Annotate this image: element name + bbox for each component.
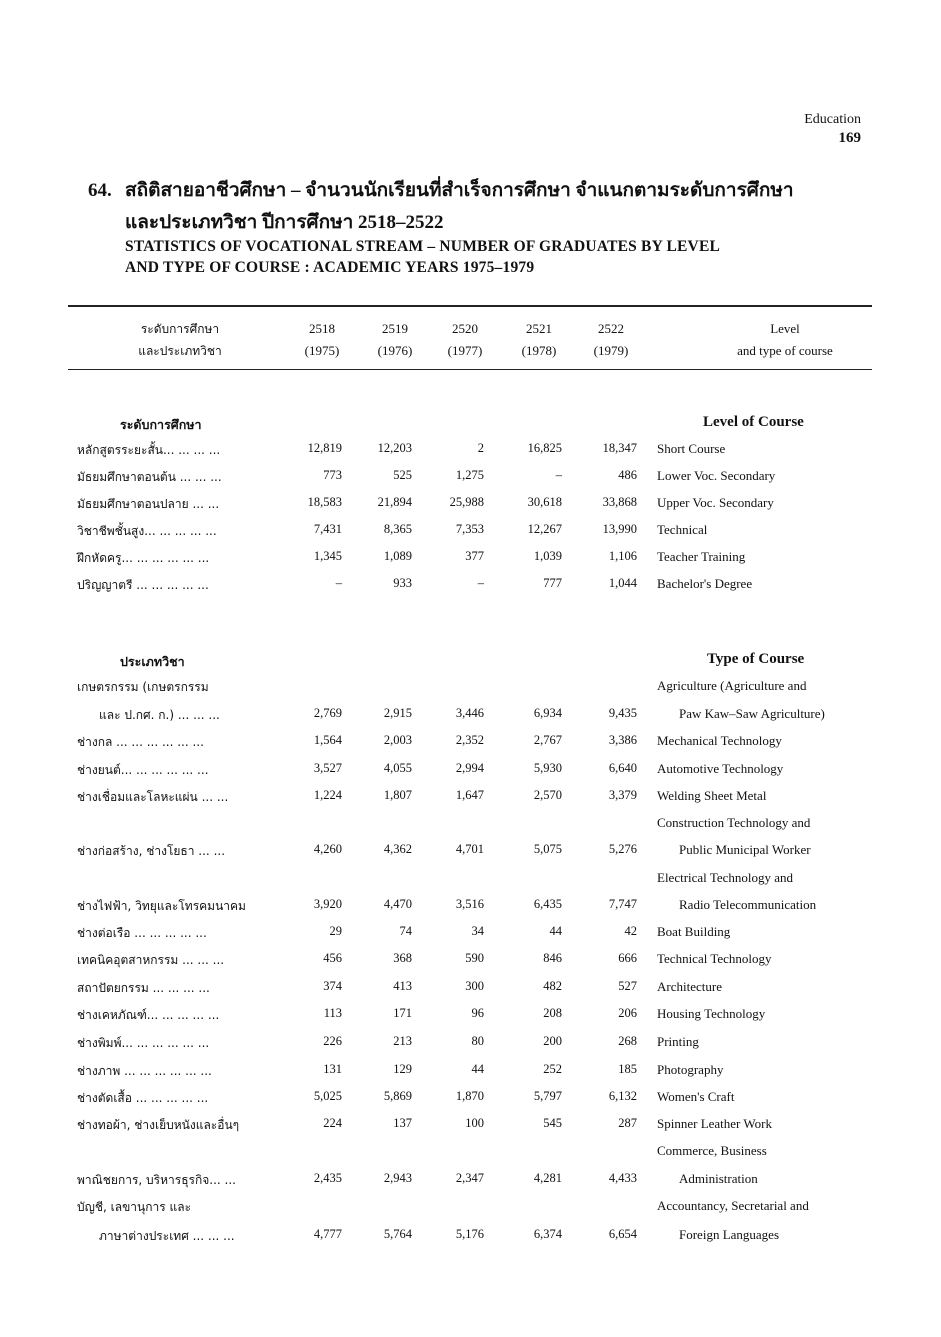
row-value-3: 2,347 (455, 1171, 484, 1185)
row-value-2: 171 (393, 1006, 412, 1020)
table-row (0, 1062, 941, 1084)
row-value-3: 2,994 (455, 761, 484, 775)
year-be: 2520 (452, 321, 478, 336)
row-value-2: 74 (399, 924, 412, 938)
row-value-3: 5,176 (455, 1227, 484, 1241)
row-label-thai: ภาษาต่างประเทศ ... ... ... (99, 1229, 235, 1243)
row-label-english: Accountancy, Secretarial and (657, 1198, 809, 1213)
row-value-2: 21,894 (377, 495, 412, 509)
row-value-2: 137 (393, 1116, 412, 1130)
section-heading-english: Type of Course (707, 651, 805, 667)
row-value-4: 6,435 (533, 897, 562, 911)
title-thai-text: สถิติสายอาชีวศึกษา – จำนวนนักเรียนที่สำเร็จการศึกษา จำแนกตามระดับการศึกษา (125, 180, 794, 201)
year-ad: (1978) (521, 343, 557, 358)
row-label-thai: ช่างก่อสร้าง, ช่างโยธา ... ... (77, 844, 226, 858)
page-number: 169 (838, 130, 861, 146)
english-label-line2: and type of course (737, 343, 833, 358)
row-value-2: 2,915 (383, 706, 412, 720)
row-label-english: Photography (657, 1062, 724, 1077)
row-label-english: Radio Telecommunication (679, 897, 817, 912)
row-value-1: 113 (323, 1006, 342, 1020)
row-value-1: 29 (329, 924, 342, 938)
row-value-4: 545 (543, 1116, 562, 1130)
row-value-4: 1,039 (533, 549, 562, 563)
row-value-3: 80 (471, 1034, 484, 1048)
row-value-3: 44 (471, 1062, 484, 1076)
row-value-5: 13,990 (602, 522, 637, 536)
thai-label-line1: ระดับการศึกษา (140, 322, 220, 336)
row-value-5: 42 (624, 924, 637, 938)
row-label-english: Paw Kaw–Saw Agriculture) (679, 706, 825, 721)
row-label-english: Housing Technology (657, 1006, 766, 1021)
row-label-thai: มัธยมศึกษาตอนปลาย ... ... (77, 497, 220, 511)
table-row (0, 706, 941, 728)
year-ad: (1977) (447, 343, 483, 358)
row-value-5: 3,379 (608, 788, 637, 802)
title-thai-line1 (88, 178, 868, 204)
row-value-4: 2,570 (533, 788, 562, 802)
row-value-2: 4,470 (383, 897, 412, 911)
table-row (0, 495, 941, 517)
row-value-1: 4,777 (313, 1227, 342, 1241)
row-value-1: 7,431 (313, 522, 342, 536)
row-value-3: 1,275 (455, 468, 484, 482)
table-row (0, 761, 941, 783)
table-row (0, 788, 941, 810)
column-header-year-3 (440, 318, 490, 362)
row-value-3: 3,446 (455, 706, 484, 720)
year-be: 2519 (382, 321, 408, 336)
table-title (88, 178, 868, 278)
section-name: Education (804, 112, 861, 127)
row-value-4: 5,930 (533, 761, 562, 775)
row-label-english: Printing (657, 1034, 699, 1049)
row-value-1: 226 (323, 1034, 342, 1048)
row-value-4: 4,281 (533, 1171, 562, 1185)
row-value-5: 6,640 (608, 761, 637, 775)
row-value-5: 206 (618, 1006, 637, 1020)
table-row (0, 1227, 941, 1249)
year-be: 2521 (526, 321, 552, 336)
row-label-thai: ช่างภาพ ... ... ... ... ... ... (77, 1064, 212, 1078)
table-row (0, 870, 941, 892)
title-thai-line2: และประเภทวิชา ปีการศึกษา 2518–2522 (125, 212, 444, 233)
row-value-2: 129 (393, 1062, 412, 1076)
row-value-3: 377 (465, 549, 484, 563)
row-value-2: 5,764 (383, 1227, 412, 1241)
column-header-year-2 (370, 318, 420, 362)
row-label-thai: พาณิชยการ, บริหารธุรกิจ... ... (77, 1173, 236, 1187)
table-row (0, 979, 941, 1001)
row-value-2: 933 (393, 576, 412, 590)
table-row (0, 1171, 941, 1193)
section-heading-english: Level of Course (703, 414, 804, 430)
title-english-line1: STATISTICS OF VOCATIONAL STREAM – NUMBER OF GRADUATES BY LEVEL (125, 238, 721, 255)
row-label-thai: ช่างเคหภัณฑ์... ... ... ... ... (77, 1008, 220, 1022)
row-value-2: 368 (393, 951, 412, 965)
table-row (0, 522, 941, 544)
row-value-5: 1,106 (608, 549, 637, 563)
row-label-english: Spinner Leather Work (657, 1116, 772, 1131)
row-value-4: 30,618 (527, 495, 562, 509)
table-row (0, 576, 941, 598)
row-value-1: 18,583 (307, 495, 342, 509)
table-row (0, 924, 941, 946)
row-value-1: 224 (323, 1116, 342, 1130)
row-label-english: Agriculture (Agriculture and (657, 678, 807, 693)
english-label-line1: Level (770, 321, 800, 336)
row-value-1: 1,564 (313, 733, 342, 747)
row-value-5: 6,132 (608, 1089, 637, 1103)
row-label-english: Technical Technology (657, 951, 772, 966)
row-value-1: 2,769 (313, 706, 342, 720)
row-value-4: 6,934 (533, 706, 562, 720)
row-value-3: 25,988 (449, 495, 484, 509)
header-rule (68, 369, 872, 370)
row-value-5: 6,654 (608, 1227, 637, 1241)
row-value-4: 252 (543, 1062, 562, 1076)
row-value-5: 486 (618, 468, 637, 482)
row-value-5: 7,747 (608, 897, 637, 911)
row-label-thai: ช่างเชื่อมและโลหะแผ่น ... ... (77, 790, 229, 804)
row-label-english: Administration (679, 1171, 758, 1186)
row-value-5: 5,276 (608, 842, 637, 856)
column-header-year-1 (297, 318, 347, 362)
row-value-4: 12,267 (527, 522, 562, 536)
row-value-3: 1,647 (455, 788, 484, 802)
row-value-1: 3,527 (313, 761, 342, 775)
row-value-4: 5,797 (533, 1089, 562, 1103)
row-value-4: 482 (543, 979, 562, 993)
year-ad: (1979) (593, 343, 629, 358)
row-value-3: 7,353 (455, 522, 484, 536)
row-value-5: 33,868 (602, 495, 637, 509)
row-label-english: Short Course (657, 441, 726, 456)
row-label-english: Construction Technology and (657, 815, 811, 830)
row-value-2: 413 (393, 979, 412, 993)
row-value-5: 3,386 (608, 733, 637, 747)
table-number: 64. (88, 180, 112, 201)
table-row (0, 1198, 941, 1220)
row-label-english: Automotive Technology (657, 761, 784, 776)
table-row (0, 441, 941, 463)
row-value-2: 12,203 (377, 441, 412, 455)
section-heading-thai: ระดับการศึกษา (120, 417, 202, 432)
row-value-1: 131 (323, 1062, 342, 1076)
row-value-2: 525 (393, 468, 412, 482)
table-row (0, 1006, 941, 1028)
row-value-4: 5,075 (533, 842, 562, 856)
year-ad: (1976) (377, 343, 413, 358)
row-value-2: 1,807 (383, 788, 412, 802)
row-value-1: 4,260 (313, 842, 342, 856)
table-row (0, 1143, 941, 1165)
row-label-thai: เกษตรกรรม (เกษตรกรรม (77, 680, 209, 694)
row-label-thai: ช่างพิมพ์... ... ... ... ... ... (77, 1036, 210, 1050)
row-label-english: Public Municipal Worker (679, 842, 811, 857)
title-english-line2: AND TYPE OF COURSE : ACADEMIC YEARS 1975–1979 (125, 259, 535, 276)
thai-label-line2: และประเภทวิชา (138, 344, 222, 358)
row-value-1: 456 (323, 951, 342, 965)
row-label-english: Commerce, Business (657, 1143, 767, 1158)
table-row (0, 678, 941, 700)
row-value-2: 4,362 (383, 842, 412, 856)
row-value-1: 1,224 (313, 788, 342, 802)
column-header-english (700, 318, 870, 362)
row-label-english: Electrical Technology and (657, 870, 794, 885)
table-row (0, 897, 941, 919)
row-value-3: 590 (465, 951, 484, 965)
row-value-5: 9,435 (608, 706, 637, 720)
row-label-english: Foreign Languages (679, 1227, 780, 1242)
row-value-2: 1,089 (383, 549, 412, 563)
row-value-4: – (555, 468, 562, 482)
row-label-english: Boat Building (657, 924, 731, 939)
row-label-thai: ช่างยนต์... ... ... ... ... ... (77, 763, 209, 777)
row-label-english: Mechanical Technology (657, 733, 782, 748)
row-value-5: 18,347 (602, 441, 637, 455)
row-value-2: 8,365 (383, 522, 412, 536)
row-value-4: 6,374 (533, 1227, 562, 1241)
row-label-english: Bachelor's Degree (657, 576, 753, 591)
row-label-thai: ปริญญาตรี ... ... ... ... ... (77, 578, 209, 592)
row-value-1: 2,435 (313, 1171, 342, 1185)
row-value-2: 2,943 (383, 1171, 412, 1185)
row-value-4: 16,825 (527, 441, 562, 455)
row-value-1: 5,025 (313, 1089, 342, 1103)
row-value-5: 1,044 (608, 576, 637, 590)
row-label-thai: ช่างตัดเสื้อ ... ... ... ... ... (77, 1091, 209, 1105)
row-label-english: Architecture (657, 979, 722, 994)
table-row (0, 815, 941, 837)
row-label-thai: ฝึกหัดครู... ... ... ... ... ... (77, 551, 210, 565)
row-label-english: Technical (657, 522, 708, 537)
row-value-5: 287 (618, 1116, 637, 1130)
row-value-3: 34 (471, 924, 484, 938)
row-value-4: 208 (543, 1006, 562, 1020)
row-value-4: 777 (543, 576, 562, 590)
table-row (0, 1089, 941, 1111)
row-label-thai: ช่างกล ... ... ... ... ... ... (77, 735, 204, 749)
row-label-thai: บัญชี, เลขานุการ และ (77, 1200, 192, 1214)
table-row (0, 1116, 941, 1138)
page-header (804, 110, 861, 148)
column-header-year-5 (586, 318, 636, 362)
row-value-3: 96 (471, 1006, 484, 1020)
row-label-thai: เทคนิคอุตสาหกรรม ... ... ... (77, 953, 225, 967)
table-row (0, 1034, 941, 1056)
row-value-3: 300 (465, 979, 484, 993)
row-label-english: Upper Voc. Secondary (657, 495, 774, 510)
row-label-english: Teacher Training (657, 549, 746, 564)
row-value-1: 1,345 (313, 549, 342, 563)
row-label-english: Welding Sheet Metal (657, 788, 767, 803)
row-value-5: 185 (618, 1062, 637, 1076)
row-value-1: 12,819 (307, 441, 342, 455)
row-value-5: 4,433 (608, 1171, 637, 1185)
row-value-2: 4,055 (383, 761, 412, 775)
column-header-year-4 (514, 318, 564, 362)
row-value-3: 100 (465, 1116, 484, 1130)
table-row (0, 549, 941, 571)
row-value-2: 213 (393, 1034, 412, 1048)
row-value-5: 268 (618, 1034, 637, 1048)
row-value-3: 1,870 (455, 1089, 484, 1103)
row-value-1: 374 (323, 979, 342, 993)
row-label-thai: ช่างต่อเรือ ... ... ... ... ... (77, 926, 207, 940)
year-ad: (1975) (304, 343, 340, 358)
row-value-3: 2 (477, 441, 484, 455)
row-label-thai: ช่างทอผ้า, ช่างเย็บหนังและอื่นๆ (77, 1118, 240, 1132)
row-label-thai: มัธยมศึกษาตอนต้น ... ... ... (77, 470, 222, 484)
row-value-4: 200 (543, 1034, 562, 1048)
table-row (0, 468, 941, 490)
row-value-1: 773 (323, 468, 342, 482)
row-value-1: 3,920 (313, 897, 342, 911)
table-row (0, 842, 941, 864)
row-label-thai: วิชาชีพชั้นสูง... ... ... ... ... (77, 524, 217, 538)
row-value-3: 2,352 (455, 733, 484, 747)
table-row (0, 951, 941, 973)
row-value-3: 4,701 (455, 842, 484, 856)
year-be: 2522 (598, 321, 624, 336)
row-label-thai: และ ป.กศ. ก.) ... ... ... (99, 708, 220, 722)
row-value-1: – (335, 576, 342, 590)
table-row (0, 733, 941, 755)
top-rule (68, 305, 872, 307)
row-label-thai: สถาปัตยกรรม ... ... ... ... (77, 981, 210, 995)
row-value-2: 2,003 (383, 733, 412, 747)
section-heading-thai: ประเภทวิชา (120, 654, 185, 669)
row-value-5: 666 (618, 951, 637, 965)
column-header-thai (100, 318, 260, 362)
row-value-4: 2,767 (533, 733, 562, 747)
year-be: 2518 (309, 321, 335, 336)
row-value-2: 5,869 (383, 1089, 412, 1103)
row-value-3: 3,516 (455, 897, 484, 911)
row-label-english: Lower Voc. Secondary (657, 468, 776, 483)
row-value-4: 44 (549, 924, 562, 938)
row-value-5: 527 (618, 979, 637, 993)
row-value-4: 846 (543, 951, 562, 965)
row-value-3: – (477, 576, 484, 590)
row-label-thai: หลักสูตรระยะสั้น... ... ... ... (77, 443, 221, 457)
row-label-thai: ช่างไฟฟ้า, วิทยุและโทรคมนาคม (77, 899, 246, 913)
row-label-english: Women's Craft (657, 1089, 735, 1104)
